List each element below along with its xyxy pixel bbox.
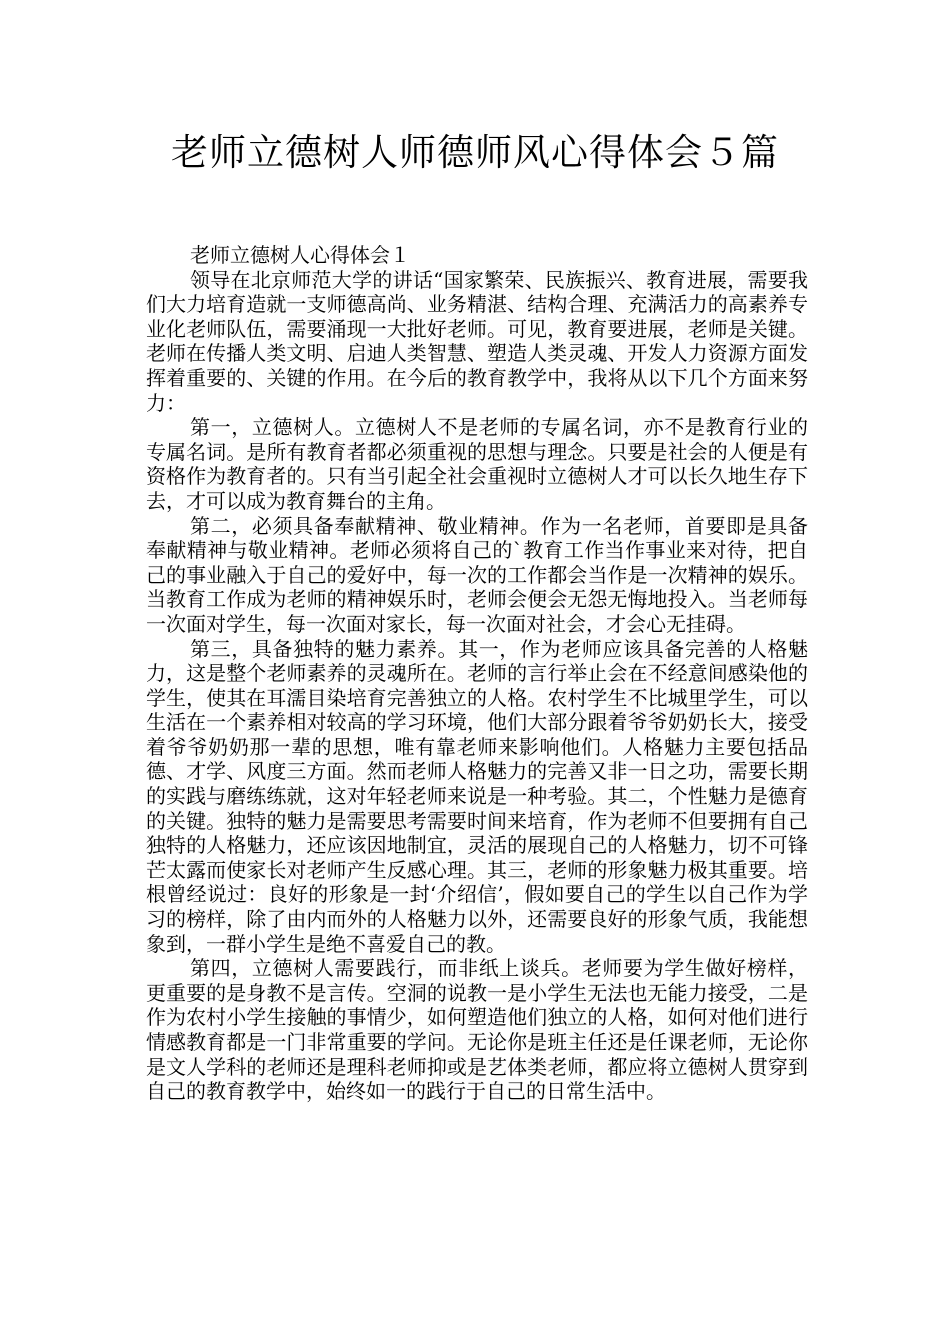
section-heading: 老师立德树人心得体会１ — [190, 243, 410, 267]
paragraph-second-point: 第二，必须具备奉献精神、敬业精神。作为一名老师，首要即是具备奉献精神与敬业精神。老师必须将自己的`教育工作当作事业来对待，把自己的事业融入于自己的爱好中，每一次的工作都会当作是一次精神的娱乐。当教育工作成为老师的精神娱乐时，老师会便会无怨无悔地投入。当老师每一次面对学生，每一次面对家长，每一次面对社会，才会心无挂碍。 — [146, 513, 808, 636]
paragraph-third-point: 第三，具备独特的魅力素养。其一，作为老师应该具备完善的人格魅力，这是整个老师素养的灵魂所在。老师的言行举止会在不经意间感染他的学生，使其在耳濡目染培育完善独立的人格。农村学生不比城里学生，可以生活在一个素养相对较高的学习环境，他们大部分跟着爷爷奶奶长大，接受着爷爷奶奶那一辈的思想，唯有靠老师来影响他们。人格魅力主要包括品德、才学、风度三方面。然而老师人格魅力的完善又非一日之功，需要长期的实践与磨练练就，这对年轻老师来说是一种考验。其二，个性魅力是德育的关键。独特的魅力是需要思考需要时间来培育，作为老师不但要拥有自己独特的人格魅力，还应该因地制宜，灵活的展现自己的人格魅力，切不可锋芒太露而使家长对老师产生反感心理。其三，老师的形象魅力极其重要。培根曾经说过：良好的形象是一封‘介绍信’，假如要自己的学生以自己作为学习的榜样，除了由内而外的人格魅力以外，还需要良好的形象气质，我能想象到，一群小学生是绝不喜爱自己的教。 — [146, 636, 808, 956]
page-title: 老师立德树人师德师风心得体会５篇 — [171, 131, 779, 174]
paragraph-first-point: 第一，立德树人。立德树人不是老师的专属名词，亦不是教育行业的专属名词。是所有教育者都必须重视的思想与理念。只要是社会的人便是有资格作为教育者的。只有当引起全社会重视时立德树人才可以长久地生存下去，才可以成为教育舞台的主角。 — [146, 415, 808, 513]
document-body — [146, 243, 808, 1104]
paragraph-intro: 领导在北京师范大学的讲话“国家繁荣、民族振兴、教育进展，需要我们大力培育造就一支师德高尚、业务精湛、结构合理、充满活力的高素养专业化老师队伍，需要涌现一大批好老师。可见，教育要进展，老师是关键。老师在传播人类文明、启迪人类智慧、塑造人类灵魂、开发人力资源方面发挥着重要的、关键的作用。在今后的教育教学中，我将从以下几个方面来努力： — [146, 267, 808, 415]
paragraph-fourth-point: 第四，立德树人需要践行，而非纸上谈兵。老师要为学生做好榜样，更重要的是身教不是言传。空洞的说教一是小学生无法也无能力接受，二是作为农村小学生接触的事情少，如何塑造他们独立的人格，如何对他们进行情感教育都是一门非常重要的学问。无论你是班主任还是任课老师，无论你是文人学科的老师还是理科老师抑或是艺体类老师，都应将立德树人贯穿到自己的教育教学中，始终如一的践行于自己的日常生活中。 — [146, 956, 808, 1104]
